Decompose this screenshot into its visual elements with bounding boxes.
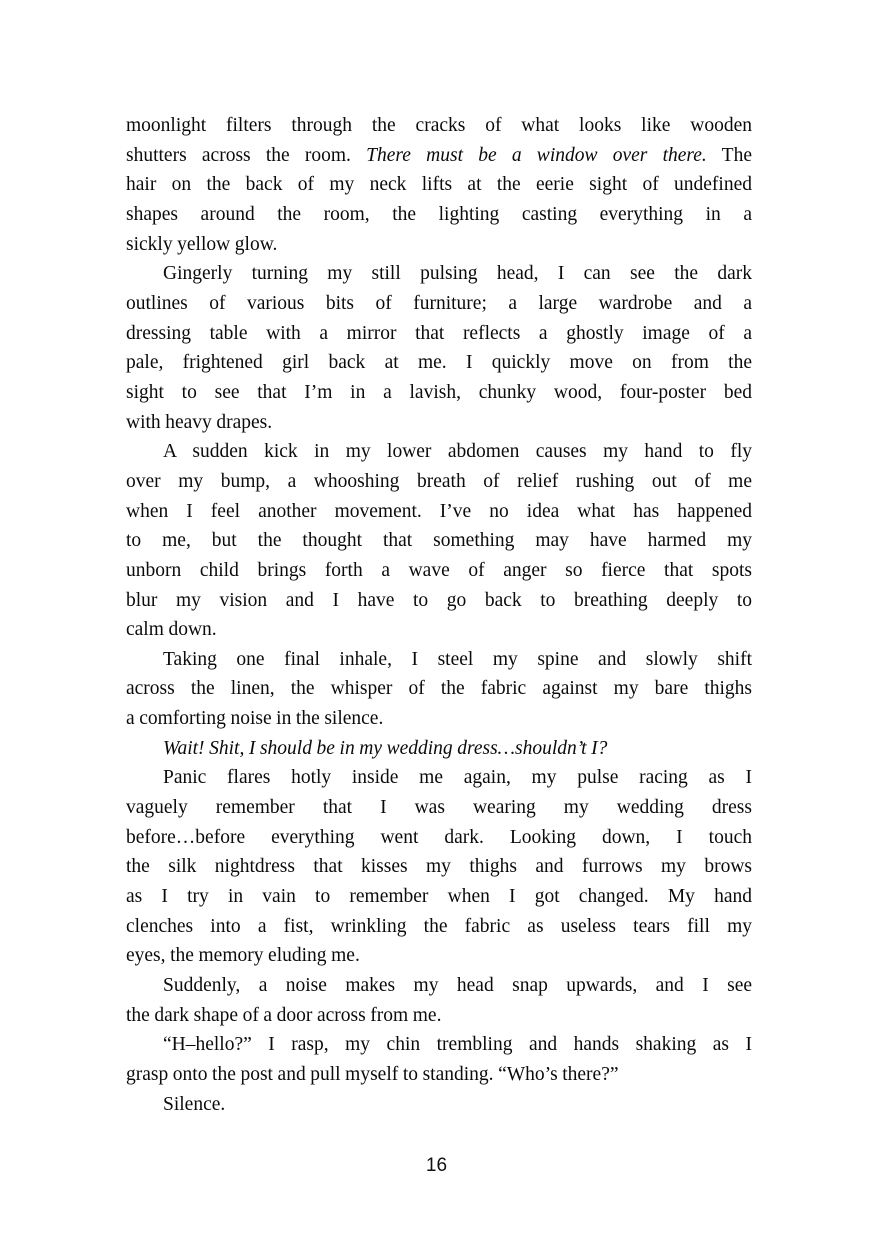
text-line — [126, 497, 752, 527]
text-run: pale, frightened girl back at me. I quickly move on from the — [126, 352, 752, 374]
text-line — [126, 230, 752, 260]
text-line — [126, 556, 752, 586]
text-run: eyes, the memory eluding me. — [126, 945, 360, 967]
text-run: The — [706, 144, 752, 166]
text-line — [126, 941, 752, 971]
page-number-label: 16 — [425, 1155, 448, 1176]
text-line — [126, 615, 752, 645]
text-run: moonlight filters through the cracks of what looks like wooden — [126, 115, 752, 136]
text-run: Gingerly turning my still pulsing head, I can see the dark — [163, 263, 752, 285]
text-line — [126, 141, 752, 171]
text-run: A sudden kick in my lower abdomen causes my hand to fly — [163, 441, 752, 463]
text-run: calm down. — [126, 619, 217, 641]
text-line — [126, 971, 752, 1001]
text-line — [126, 378, 752, 408]
text-run: the dark shape of a door across from me. — [126, 1004, 442, 1026]
paragraph — [126, 111, 752, 259]
text-line — [126, 1060, 752, 1090]
text-line — [126, 289, 752, 319]
text-line — [126, 1030, 752, 1060]
text-run: “H–hello?” I rasp, my chin trembling and hands shaking as I — [163, 1034, 752, 1056]
text-run: shapes around the room, the lighting casting everything in a — [126, 203, 752, 225]
text-line — [126, 823, 752, 853]
text-run: outlines of various bits of furniture; a large wardrobe and a — [126, 292, 752, 314]
text-run: dressing table with a mirror that reflects a ghostly image of a — [126, 322, 752, 344]
text-line — [126, 586, 752, 616]
text-run: clenches into a fist, wrinkling the fabric as useless tears fill my — [126, 915, 752, 937]
paragraph — [126, 437, 752, 645]
text-run: a comforting noise in the silence. — [126, 708, 384, 730]
paragraph — [126, 1090, 752, 1120]
text-run: shutters across the room. — [126, 144, 367, 166]
text-line — [126, 437, 752, 467]
text-run: Suddenly, a noise makes my head snap upwards, and I see — [163, 975, 752, 997]
text-line — [126, 912, 752, 942]
text-line — [126, 763, 752, 793]
text-line — [126, 734, 752, 764]
text-run: sickly yellow glow. — [126, 233, 278, 255]
text-line — [126, 111, 752, 141]
text-line — [126, 1090, 752, 1120]
text-line — [126, 319, 752, 349]
text-run: over my bump, a whooshing breath of relief rushing out of me — [126, 470, 752, 492]
text-run: across the linen, the whisper of the fabric against my bare thighs — [126, 678, 752, 700]
text-run: with heavy drapes. — [126, 411, 273, 433]
text-run: before…before everything went dark. Looking down, I touch — [126, 826, 752, 848]
italic-text-run: There must be a window over there. — [366, 144, 707, 166]
paragraph — [126, 734, 752, 764]
text-line — [126, 408, 752, 438]
text-run: to me, but the thought that something may have harmed my — [126, 530, 752, 552]
text-line — [126, 348, 752, 378]
text-line — [126, 704, 752, 734]
text-block — [126, 111, 752, 1119]
text-run: hair on the back of my neck lifts at the eerie sight of undefined — [126, 174, 752, 196]
text-run: unborn child brings forth a wave of anger so fierce that spots — [126, 559, 752, 581]
text-line — [126, 674, 752, 704]
paragraph — [126, 259, 752, 437]
text-line — [126, 793, 752, 823]
paragraph — [126, 645, 752, 734]
text-line — [126, 259, 752, 289]
text-run: grasp onto the post and pull myself to standing. “Who’s there?” — [126, 1064, 619, 1085]
text-run: the silk nightdress that kisses my thighs and furrows my brows — [126, 856, 752, 878]
text-run: Taking one final inhale, I steel my spine and slowly shift — [163, 648, 752, 670]
text-run: Panic flares hotly inside me again, my pulse racing as I — [163, 767, 752, 789]
text-run: blur my vision and I have to go back to breathing deeply to — [126, 589, 752, 611]
text-line — [126, 882, 752, 912]
text-line — [126, 1001, 752, 1031]
paragraph — [126, 763, 752, 971]
text-line — [126, 200, 752, 230]
text-line — [126, 852, 752, 882]
text-run: sight to see that I’m in a lavish, chunky wood, four-poster bed — [126, 381, 752, 403]
text-run: when I feel another movement. I’ve no idea what has happened — [126, 500, 752, 522]
text-run: Silence. — [163, 1093, 226, 1115]
text-run: vaguely remember that I was wearing my wedding dress — [126, 797, 752, 819]
paragraph — [126, 1030, 752, 1089]
text-line — [126, 170, 752, 200]
text-line — [126, 467, 752, 497]
text-line — [126, 645, 752, 675]
paragraph — [126, 971, 752, 1030]
text-line — [126, 526, 752, 556]
italic-text-run: Wait! Shit, I should be in my wedding dress…shouldn’t I? — [163, 737, 608, 759]
text-run: as I try in vain to remember when I got changed. My hand — [126, 886, 752, 908]
